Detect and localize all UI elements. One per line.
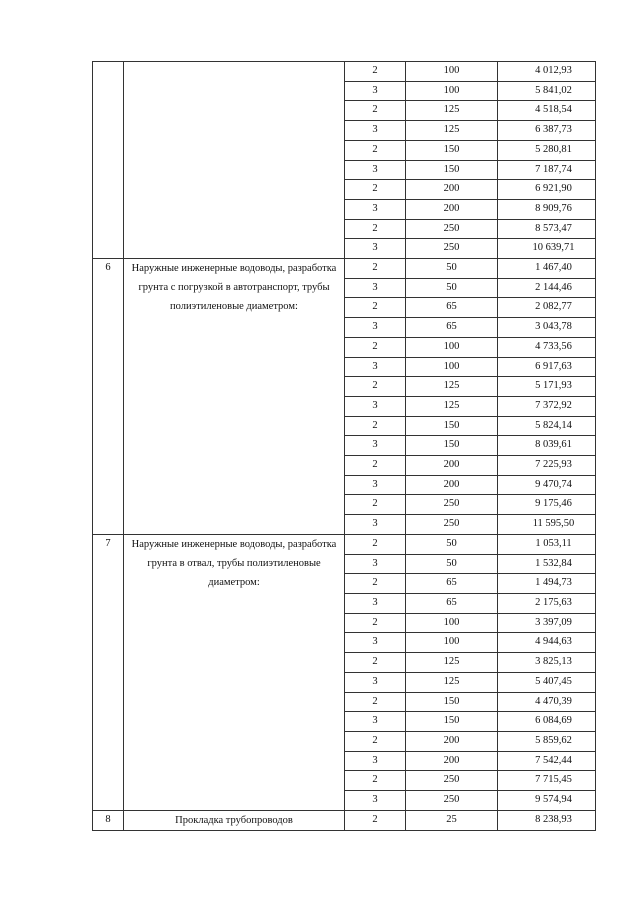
price-cell: 4 944,63 bbox=[498, 633, 596, 653]
price-cell: 6 917,63 bbox=[498, 357, 596, 377]
category-cell: 2 bbox=[345, 101, 406, 121]
price-cell: 8 039,61 bbox=[498, 436, 596, 456]
price-cell: 1 532,84 bbox=[498, 554, 596, 574]
price-cell: 5 280,81 bbox=[498, 140, 596, 160]
diameter-cell: 50 bbox=[406, 259, 498, 279]
price-cell: 1 494,73 bbox=[498, 574, 596, 594]
diameter-cell: 100 bbox=[406, 633, 498, 653]
diameter-cell: 150 bbox=[406, 160, 498, 180]
diameter-cell: 125 bbox=[406, 121, 498, 141]
table-row bbox=[93, 259, 596, 279]
category-cell: 2 bbox=[345, 692, 406, 712]
category-cell: 2 bbox=[345, 574, 406, 594]
price-table bbox=[92, 61, 596, 831]
category-cell: 3 bbox=[345, 554, 406, 574]
diameter-cell: 250 bbox=[406, 791, 498, 811]
diameter-cell: 200 bbox=[406, 731, 498, 751]
diameter-cell: 125 bbox=[406, 396, 498, 416]
category-cell: 2 bbox=[345, 456, 406, 476]
category-cell: 3 bbox=[345, 751, 406, 771]
price-cell: 4 518,54 bbox=[498, 101, 596, 121]
price-cell: 3 043,78 bbox=[498, 318, 596, 338]
category-cell: 2 bbox=[345, 180, 406, 200]
category-cell: 2 bbox=[345, 140, 406, 160]
diameter-cell: 50 bbox=[406, 554, 498, 574]
price-cell: 5 841,02 bbox=[498, 81, 596, 101]
diameter-cell: 125 bbox=[406, 672, 498, 692]
category-cell: 2 bbox=[345, 534, 406, 554]
category-cell: 3 bbox=[345, 515, 406, 535]
price-cell: 8 909,76 bbox=[498, 199, 596, 219]
price-cell: 7 225,93 bbox=[498, 456, 596, 476]
diameter-cell: 25 bbox=[406, 810, 498, 830]
item-description-cell: Наружные инженерные водоводы, разработка грунта с погрузкой в автотранспорт, трубы полиэтиленовые диаметром: bbox=[124, 259, 345, 535]
price-cell: 2 082,77 bbox=[498, 298, 596, 318]
diameter-cell: 250 bbox=[406, 239, 498, 259]
price-cell: 5 171,93 bbox=[498, 377, 596, 397]
category-cell: 3 bbox=[345, 160, 406, 180]
diameter-cell: 200 bbox=[406, 751, 498, 771]
category-cell: 3 bbox=[345, 199, 406, 219]
category-cell: 3 bbox=[345, 357, 406, 377]
price-cell: 4 470,39 bbox=[498, 692, 596, 712]
price-cell: 10 639,71 bbox=[498, 239, 596, 259]
category-cell: 2 bbox=[345, 259, 406, 279]
price-cell: 7 372,92 bbox=[498, 396, 596, 416]
price-cell: 3 825,13 bbox=[498, 653, 596, 673]
diameter-cell: 65 bbox=[406, 593, 498, 613]
diameter-cell: 100 bbox=[406, 81, 498, 101]
category-cell: 2 bbox=[345, 62, 406, 82]
item-description-cell: Наружные инженерные водоводы, разработка грунта в отвал, трубы полиэтиленовые диаметром: bbox=[124, 534, 345, 810]
price-cell: 1 467,40 bbox=[498, 259, 596, 279]
item-number-cell bbox=[93, 62, 124, 259]
price-cell: 9 470,74 bbox=[498, 475, 596, 495]
diameter-cell: 100 bbox=[406, 337, 498, 357]
diameter-cell: 65 bbox=[406, 574, 498, 594]
diameter-cell: 250 bbox=[406, 219, 498, 239]
price-cell: 7 187,74 bbox=[498, 160, 596, 180]
diameter-cell: 150 bbox=[406, 140, 498, 160]
diameter-cell: 50 bbox=[406, 534, 498, 554]
price-cell: 2 144,46 bbox=[498, 278, 596, 298]
price-cell: 5 859,62 bbox=[498, 731, 596, 751]
category-cell: 2 bbox=[345, 495, 406, 515]
price-cell: 5 824,14 bbox=[498, 416, 596, 436]
category-cell: 3 bbox=[345, 121, 406, 141]
category-cell: 3 bbox=[345, 81, 406, 101]
price-cell: 9 175,46 bbox=[498, 495, 596, 515]
category-cell: 2 bbox=[345, 298, 406, 318]
category-cell: 2 bbox=[345, 810, 406, 830]
category-cell: 3 bbox=[345, 239, 406, 259]
price-cell: 6 084,69 bbox=[498, 712, 596, 732]
category-cell: 3 bbox=[345, 593, 406, 613]
diameter-cell: 150 bbox=[406, 692, 498, 712]
price-cell: 8 238,93 bbox=[498, 810, 596, 830]
price-table-body bbox=[93, 62, 596, 831]
diameter-cell: 200 bbox=[406, 199, 498, 219]
diameter-cell: 125 bbox=[406, 101, 498, 121]
item-number-cell: 6 bbox=[93, 259, 124, 535]
price-cell: 4 733,56 bbox=[498, 337, 596, 357]
category-cell: 2 bbox=[345, 416, 406, 436]
diameter-cell: 100 bbox=[406, 62, 498, 82]
item-number-cell: 8 bbox=[93, 810, 124, 830]
category-cell: 2 bbox=[345, 337, 406, 357]
table-row bbox=[93, 62, 596, 82]
category-cell: 3 bbox=[345, 436, 406, 456]
price-cell: 3 397,09 bbox=[498, 613, 596, 633]
diameter-cell: 150 bbox=[406, 416, 498, 436]
price-cell: 1 053,11 bbox=[498, 534, 596, 554]
category-cell: 2 bbox=[345, 219, 406, 239]
diameter-cell: 200 bbox=[406, 475, 498, 495]
category-cell: 3 bbox=[345, 712, 406, 732]
price-cell: 4 012,93 bbox=[498, 62, 596, 82]
category-cell: 3 bbox=[345, 633, 406, 653]
price-cell: 11 595,50 bbox=[498, 515, 596, 535]
category-cell: 2 bbox=[345, 653, 406, 673]
diameter-cell: 200 bbox=[406, 180, 498, 200]
category-cell: 2 bbox=[345, 731, 406, 751]
table-row bbox=[93, 534, 596, 554]
diameter-cell: 125 bbox=[406, 653, 498, 673]
diameter-cell: 250 bbox=[406, 515, 498, 535]
table-row bbox=[93, 810, 596, 830]
diameter-cell: 250 bbox=[406, 771, 498, 791]
price-cell: 2 175,63 bbox=[498, 593, 596, 613]
category-cell: 2 bbox=[345, 771, 406, 791]
price-cell: 9 574,94 bbox=[498, 791, 596, 811]
price-cell: 7 715,45 bbox=[498, 771, 596, 791]
price-cell: 6 921,90 bbox=[498, 180, 596, 200]
diameter-cell: 100 bbox=[406, 357, 498, 377]
category-cell: 3 bbox=[345, 672, 406, 692]
price-cell: 7 542,44 bbox=[498, 751, 596, 771]
diameter-cell: 65 bbox=[406, 318, 498, 338]
price-cell: 8 573,47 bbox=[498, 219, 596, 239]
category-cell: 3 bbox=[345, 791, 406, 811]
diameter-cell: 65 bbox=[406, 298, 498, 318]
diameter-cell: 200 bbox=[406, 456, 498, 476]
diameter-cell: 150 bbox=[406, 436, 498, 456]
category-cell: 3 bbox=[345, 318, 406, 338]
diameter-cell: 125 bbox=[406, 377, 498, 397]
item-description-cell bbox=[124, 62, 345, 259]
item-description-cell: Прокладка трубопроводов bbox=[124, 810, 345, 830]
category-cell: 3 bbox=[345, 396, 406, 416]
diameter-cell: 150 bbox=[406, 712, 498, 732]
category-cell: 2 bbox=[345, 377, 406, 397]
diameter-cell: 50 bbox=[406, 278, 498, 298]
price-cell: 6 387,73 bbox=[498, 121, 596, 141]
category-cell: 3 bbox=[345, 278, 406, 298]
item-number-cell: 7 bbox=[93, 534, 124, 810]
price-cell: 5 407,45 bbox=[498, 672, 596, 692]
diameter-cell: 250 bbox=[406, 495, 498, 515]
diameter-cell: 100 bbox=[406, 613, 498, 633]
category-cell: 2 bbox=[345, 613, 406, 633]
category-cell: 3 bbox=[345, 475, 406, 495]
